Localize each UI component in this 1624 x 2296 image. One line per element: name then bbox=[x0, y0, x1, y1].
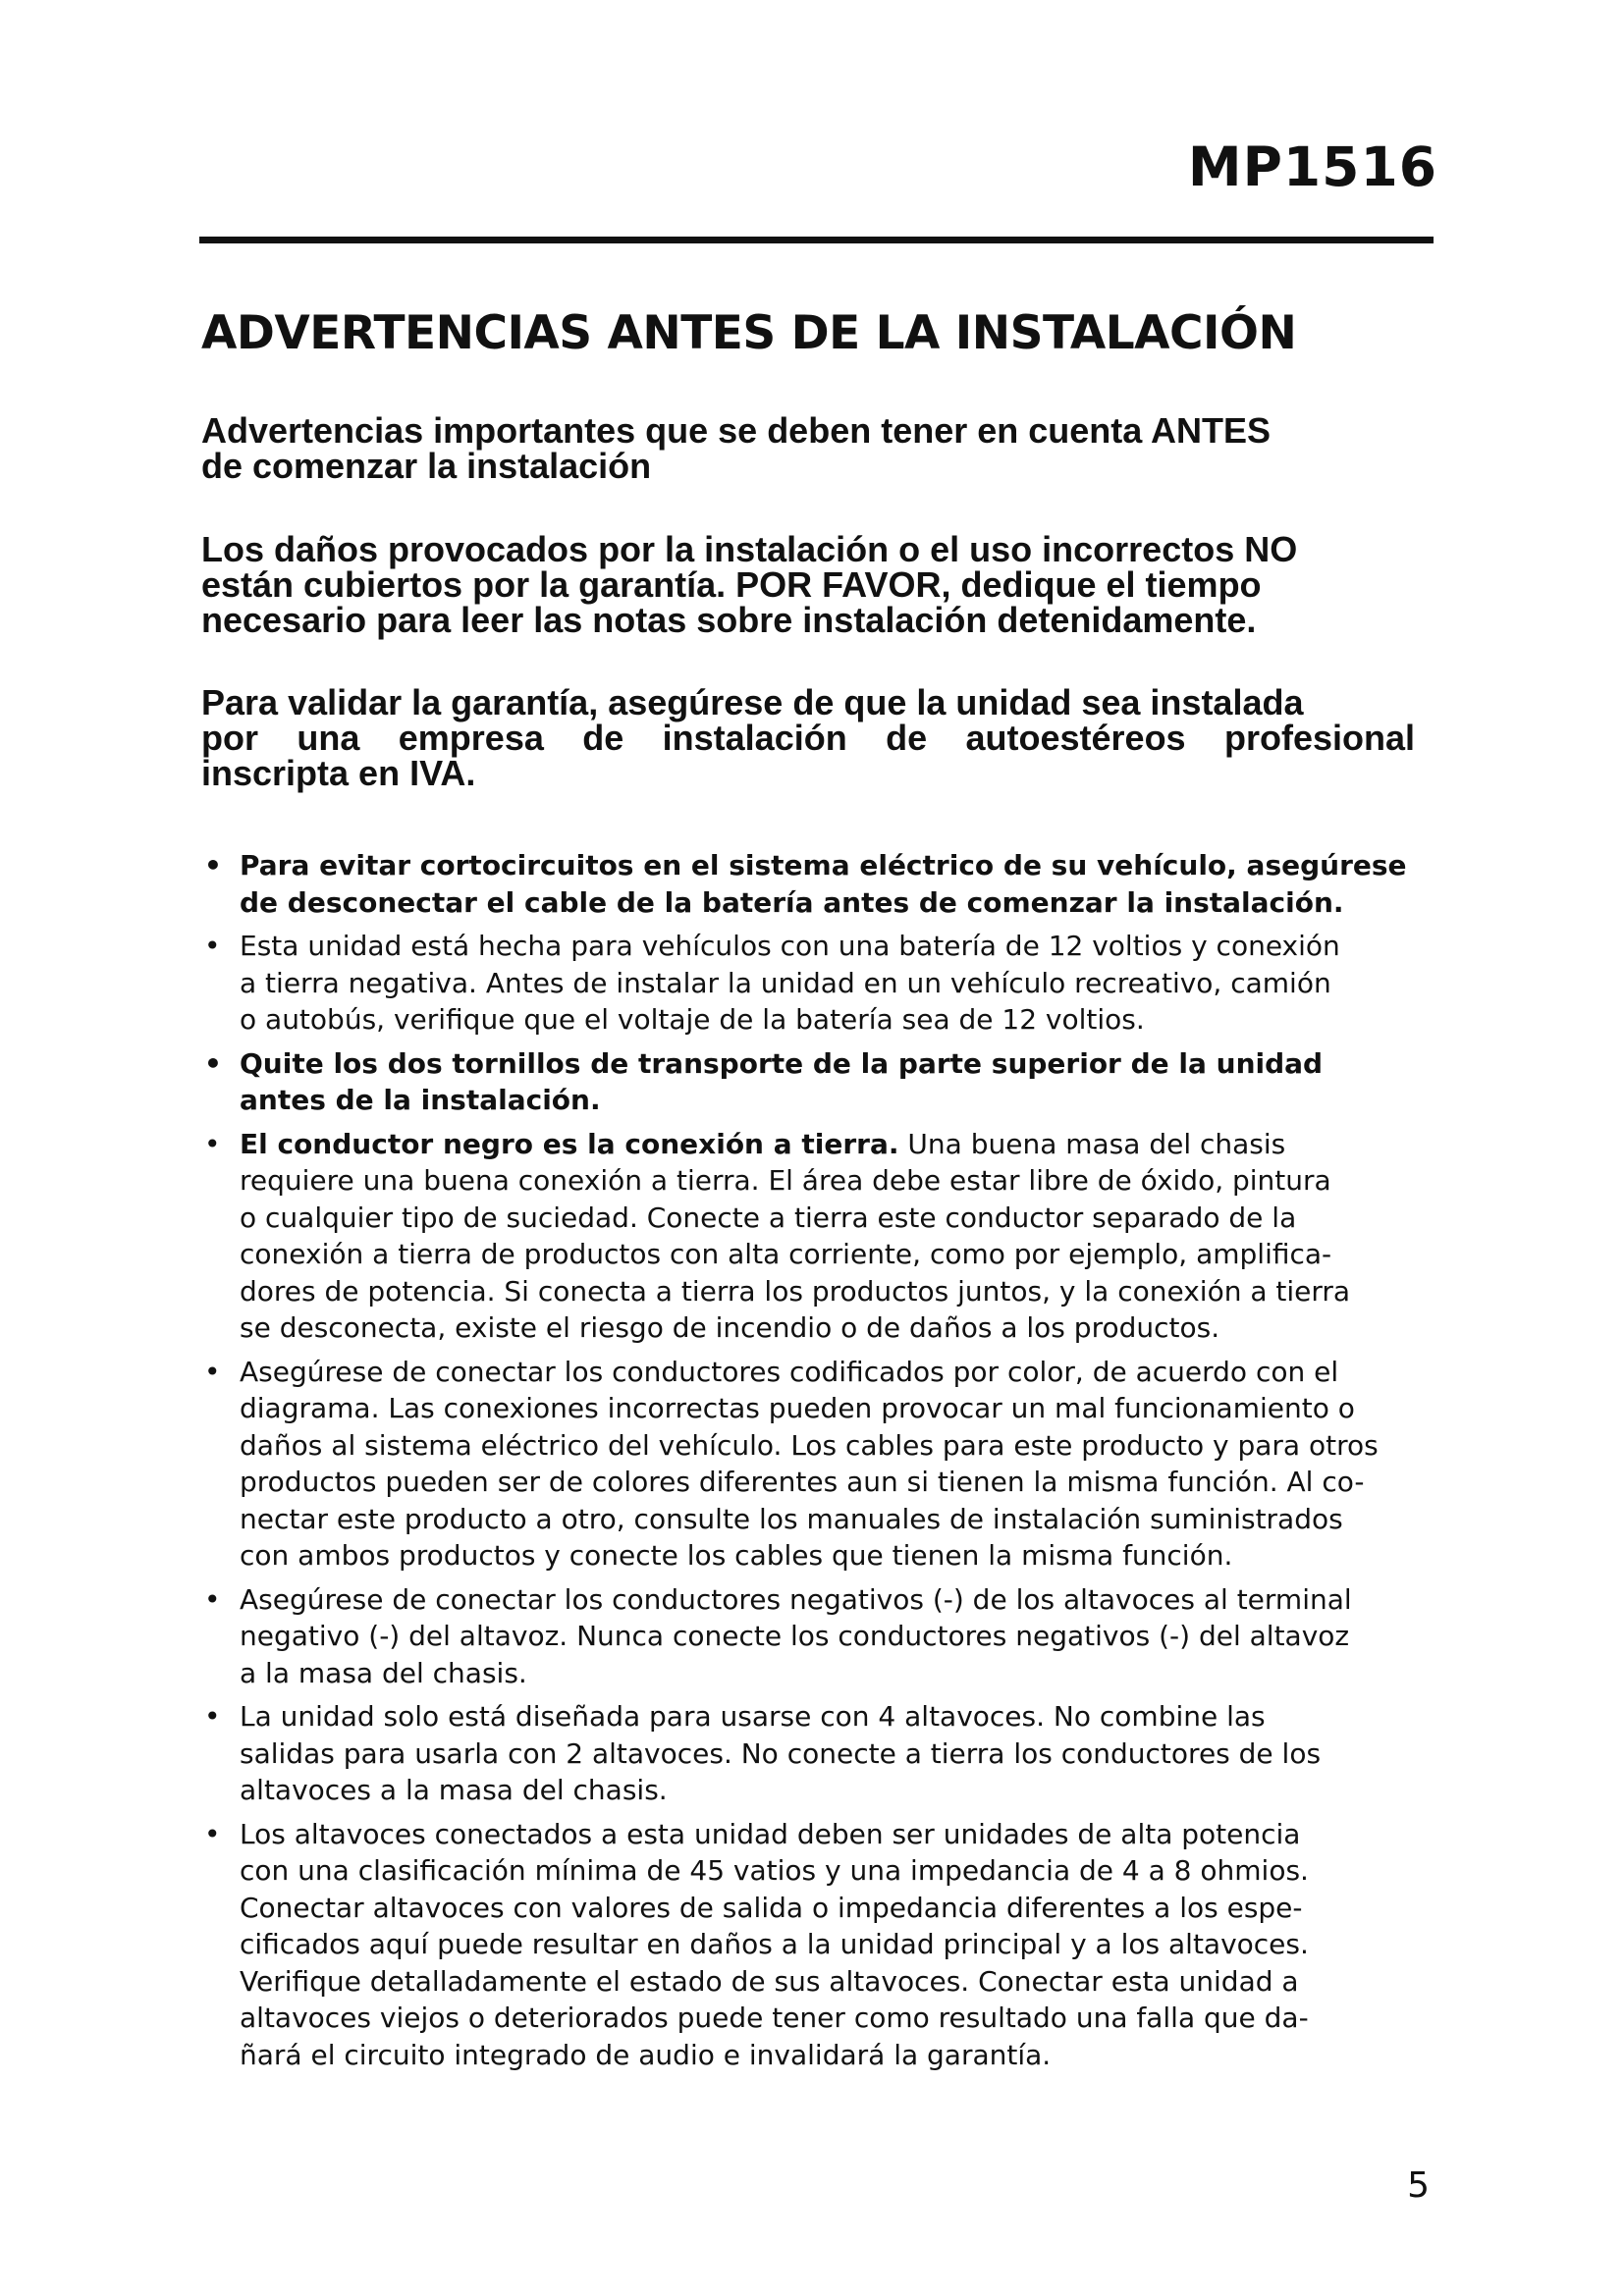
list-item-line: se desconecta, existe el riesgo de incendio o de daños a los productos. bbox=[240, 1311, 1220, 1344]
list-item-line: La unidad solo está diseñada para usarse con 4 altavoces. No combine las bbox=[240, 1700, 1266, 1733]
list-item bbox=[201, 1698, 1468, 1809]
list-item bbox=[201, 1816, 1468, 2074]
intro-line: necesario para leer las notas sobre instalación detenidamente. bbox=[201, 600, 1257, 640]
intro-line: por una empresa de instalación de autoestéreos profesional bbox=[201, 718, 1415, 758]
list-item-line: negativo (-) del altavoz. Nunca conecte los conductores negativos (-) del altavoz bbox=[240, 1620, 1350, 1652]
list-item-lead-bold: El conductor negro es la conexión a tierra. bbox=[240, 1127, 899, 1160]
list-item-line: nectar este producto a otro, consulte los manuales de instalación suministrados bbox=[240, 1502, 1343, 1535]
list-item-line: cificados aquí puede resultar en daños a la unidad principal y a los altavoces. bbox=[240, 1928, 1309, 1960]
list-item bbox=[201, 928, 1468, 1039]
list-item bbox=[201, 1045, 1468, 1119]
header-divider bbox=[199, 237, 1434, 243]
warning-list bbox=[201, 847, 1468, 2080]
list-item-line: Los altavoces conectados a esta unidad deben ser unidades de alta potencia bbox=[240, 1817, 1301, 1850]
bullet-marker: • bbox=[204, 1127, 221, 1160]
intro-line: de comenzar la instalación bbox=[201, 446, 652, 486]
list-item-line: con una clasificación mínima de 45 vatios y una impedancia de 4 a 8 ohmios. bbox=[240, 1854, 1309, 1887]
list-item bbox=[201, 1126, 1468, 1347]
list-item-line: Conectar altavoces con valores de salida o impedancia diferentes a los espe- bbox=[240, 1891, 1303, 1924]
page-number: 5 bbox=[1407, 2165, 1430, 2206]
list-item-line: Asegúrese de conectar los conductores negativos (-) de los altavoces al terminal bbox=[240, 1582, 1352, 1616]
intro-line: Para validar la garantía, asegúrese de que la unidad sea instalada bbox=[201, 682, 1304, 722]
bullet-marker: • bbox=[204, 849, 222, 881]
list-item-line: altavoces a la masa del chasis. bbox=[240, 1774, 668, 1806]
list-item-line: dores de potencia. Si conecta a tierra los productos juntos, y la conexión a tierra bbox=[240, 1274, 1351, 1308]
bullet-marker: • bbox=[204, 1582, 221, 1616]
bullet-marker: • bbox=[204, 1700, 221, 1733]
intro-paragraph-important bbox=[201, 410, 1448, 486]
intro-line: Advertencias importantes que se deben tener en cuenta ANTES bbox=[201, 410, 1271, 451]
list-item-line: de desconectar el cable de la batería antes de comenzar la instalación. bbox=[240, 885, 1344, 919]
list-item-line: a tierra negativa. Antes de instalar la unidad en un vehículo recreativo, camión bbox=[240, 966, 1331, 999]
list-item-line: daños al sistema eléctrico del vehículo. Los cables para este producto y para otros bbox=[240, 1428, 1379, 1462]
list-item-line: requiere una buena conexión a tierra. El área debe estar libre de óxido, pintura bbox=[240, 1164, 1331, 1197]
list-item-line: ñará el circuito integrado de audio e invalidará la garantía. bbox=[240, 2038, 1052, 2071]
model-number: MP1516 bbox=[1187, 135, 1437, 198]
intro-line: Los daños provocados por la instalación o el uso incorrectos NO bbox=[201, 529, 1298, 569]
bullet-marker: • bbox=[204, 1355, 221, 1388]
list-item bbox=[201, 847, 1468, 921]
intro-paragraph-damage bbox=[201, 529, 1448, 640]
bullet-marker: • bbox=[204, 1817, 221, 1850]
list-item-line bbox=[240, 1126, 1468, 1163]
list-item bbox=[201, 1581, 1468, 1692]
list-item-line: Verifique detalladamente el estado de sus altavoces. Conectar esta unidad a bbox=[240, 1964, 1299, 1998]
intro-line: están cubiertos por la garantía. POR FAVOR, dedique el tiempo bbox=[201, 564, 1262, 605]
list-item-line: Asegúrese de conectar los conductores codificados por color, de acuerdo con el bbox=[240, 1355, 1339, 1388]
page-title: ADVERTENCIAS ANTES DE LA INSTALACIÓN bbox=[201, 306, 1297, 360]
list-item-line: salidas para usarla con 2 altavoces. No conecte a tierra los conductores de los bbox=[240, 1736, 1322, 1770]
list-item-lead-rest: Una buena masa del chasis bbox=[898, 1127, 1286, 1160]
list-item bbox=[201, 1354, 1468, 1575]
list-item-line: Para evitar cortocircuitos en el sistema eléctrico de su vehículo, asegúrese bbox=[240, 849, 1407, 881]
list-item-line: Esta unidad está hecha para vehículos con una batería de 12 voltios y conexión bbox=[240, 930, 1340, 962]
intro-paragraph-warranty bbox=[201, 682, 1448, 793]
list-item-line: antes de la instalación. bbox=[240, 1084, 601, 1116]
list-item-line: altavoces viejos o deteriorados puede tener como resultado una falla que da- bbox=[240, 2002, 1309, 2034]
list-item-line: diagrama. Las conexiones incorrectas pueden provocar un mal funcionamiento o bbox=[240, 1392, 1355, 1424]
list-item-line: con ambos productos y conecte los cables que tienen la misma función. bbox=[240, 1539, 1233, 1572]
bullet-marker: • bbox=[204, 1046, 222, 1080]
bullet-marker: • bbox=[204, 930, 221, 962]
list-item-line: o cualquier tipo de suciedad. Conecte a tierra este conductor separado de la bbox=[240, 1201, 1297, 1234]
list-item-line: o autobús, verifique que el voltaje de la batería sea de 12 voltios. bbox=[240, 1003, 1145, 1036]
list-item-line: Quite los dos tornillos de transporte de la parte superior de la unidad bbox=[240, 1046, 1324, 1080]
list-item-line: conexión a tierra de productos con alta corriente, como por ejemplo, amplifica- bbox=[240, 1238, 1332, 1270]
list-item-line: a la masa del chasis. bbox=[240, 1656, 527, 1689]
intro-line: inscripta en IVA. bbox=[201, 753, 476, 793]
list-item-line: productos pueden ser de colores diferentes aun si tienen la misma función. Al co- bbox=[240, 1466, 1365, 1498]
